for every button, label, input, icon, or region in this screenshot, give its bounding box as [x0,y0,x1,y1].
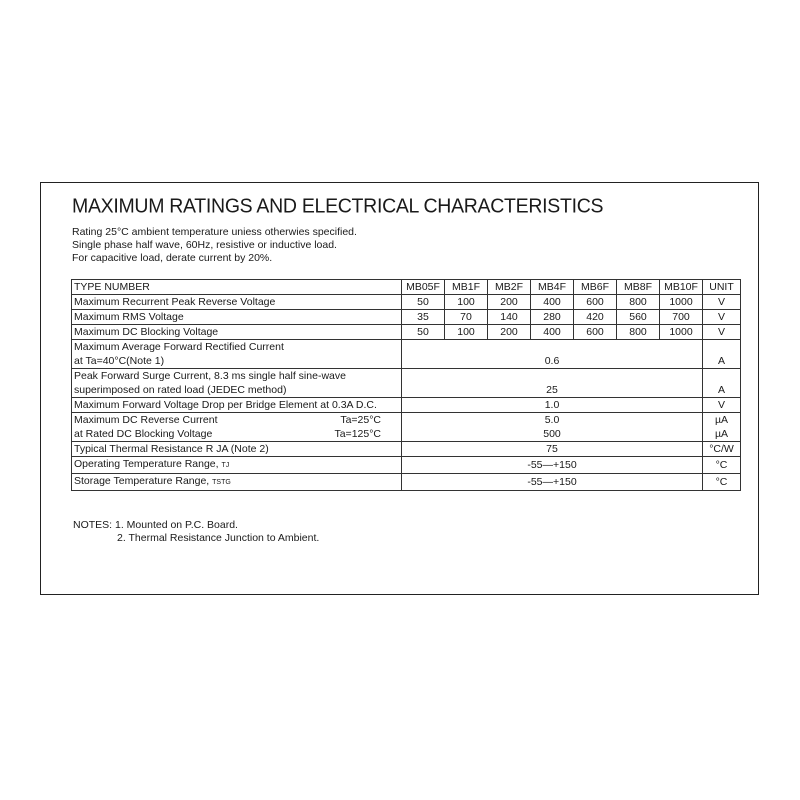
cell-value: 50 [402,295,445,310]
cell-value: 200 [488,295,531,310]
row-label: at Ta=40°C(Note 1) [72,354,402,369]
table-row [72,310,741,325]
note-2: 2. Thermal Resistance Junction to Ambient. [117,532,320,544]
table-row [72,369,741,384]
row-label: Maximum DC Blocking Voltage [72,325,402,340]
cell-value: 5.0 [402,413,703,428]
row-label: Typical Thermal Resistance R JA (Note 2) [72,442,402,457]
cell-unit: µA [703,427,741,442]
row-condition: Ta=25°C [340,414,381,426]
row-label: superimposed on rated load (JEDEC method) [72,383,402,398]
row-label [72,457,402,474]
cell-value: 50 [402,325,445,340]
cell-unit: °C [703,457,741,474]
cell-spacer [402,340,703,355]
cell-value: 35 [402,310,445,325]
table-row [72,340,741,355]
intro-line-3: For capacitive load, derate current by 20%. [72,252,273,264]
model-header: MB2F [488,280,531,295]
model-header: MB4F [531,280,574,295]
cell-value: 700 [660,310,703,325]
row-label [72,474,402,491]
row-label-text: Maximum DC Reverse Current [74,414,218,426]
row-label [72,427,402,442]
cell-value: 100 [445,325,488,340]
cell-value: -55—+150 [402,474,703,491]
row-label-subscript: TJ [221,462,230,469]
cell-value: 800 [617,295,660,310]
row-label-text: Operating Temperature Range, [74,458,222,470]
ratings-table [71,279,741,491]
cell-spacer [703,340,741,355]
cell-value: 1.0 [402,398,703,413]
cell-value: 800 [617,325,660,340]
cell-unit: µA [703,413,741,428]
cell-unit: V [703,398,741,413]
table-header-row [72,280,741,295]
cell-value: 70 [445,310,488,325]
cell-value: 25 [402,383,703,398]
cell-unit: V [703,325,741,340]
table-row [72,442,741,457]
table-row [72,474,741,491]
cell-spacer [402,369,703,384]
row-label [72,413,402,428]
row-label: Peak Forward Surge Current, 8.3 ms single half sine-wave [72,369,402,384]
cell-unit: V [703,295,741,310]
cell-value: 600 [574,325,617,340]
model-header: MB8F [617,280,660,295]
table-row [72,325,741,340]
notes [73,519,319,545]
row-label-text: Storage Temperature Range, [74,475,213,487]
cell-value: 0.6 [402,354,703,369]
cell-value: 1000 [660,325,703,340]
cell-value: 600 [574,295,617,310]
page-title: MAXIMUM RATINGS AND ELECTRICAL CHARACTERISTICS [72,194,604,218]
row-label: Maximum Average Forward Rectified Current [72,340,402,355]
table-row [72,398,741,413]
row-label-subscript: TSTG [212,479,231,486]
cell-value: 500 [402,427,703,442]
cell-unit: °C/W [703,442,741,457]
cell-value: 100 [445,295,488,310]
row-label-text: at Rated DC Blocking Voltage [74,428,213,440]
cell-value: 420 [574,310,617,325]
spec-frame [40,182,759,595]
cell-value: 400 [531,295,574,310]
cell-value: 200 [488,325,531,340]
intro-line-1: Rating 25°C ambient temperature uniess otherwies specified. [72,226,357,238]
row-label: Maximum Recurrent Peak Reverse Voltage [72,295,402,310]
cell-unit: °C [703,474,741,491]
cell-value: 75 [402,442,703,457]
cell-value: 140 [488,310,531,325]
cell-value: 280 [531,310,574,325]
intro-line-2: Single phase half wave, 60Hz, resistive or inductive load. [72,239,337,251]
cell-unit: V [703,310,741,325]
model-header: MB6F [574,280,617,295]
table-row [72,295,741,310]
cell-value: 1000 [660,295,703,310]
table-row [72,427,741,442]
table-row [72,457,741,474]
unit-header: UNIT [703,280,741,295]
cell-value: -55—+150 [402,457,703,474]
table-row [72,383,741,398]
cell-unit: A [703,354,741,369]
model-header: MB10F [660,280,703,295]
table-row [72,413,741,428]
type-number-header: TYPE NUMBER [72,280,402,295]
note-1: NOTES: 1. Mounted on P.C. Board. [73,519,238,531]
table-row [72,354,741,369]
intro-text [72,226,357,265]
row-label: Maximum RMS Voltage [72,310,402,325]
cell-spacer [703,369,741,384]
model-header: MB05F [402,280,445,295]
cell-value: 400 [531,325,574,340]
row-label: Maximum Forward Voltage Drop per Bridge Element at 0.3A D.C. [72,398,402,413]
row-condition: Ta=125°C [334,428,381,440]
cell-value: 560 [617,310,660,325]
cell-unit: A [703,383,741,398]
model-header: MB1F [445,280,488,295]
